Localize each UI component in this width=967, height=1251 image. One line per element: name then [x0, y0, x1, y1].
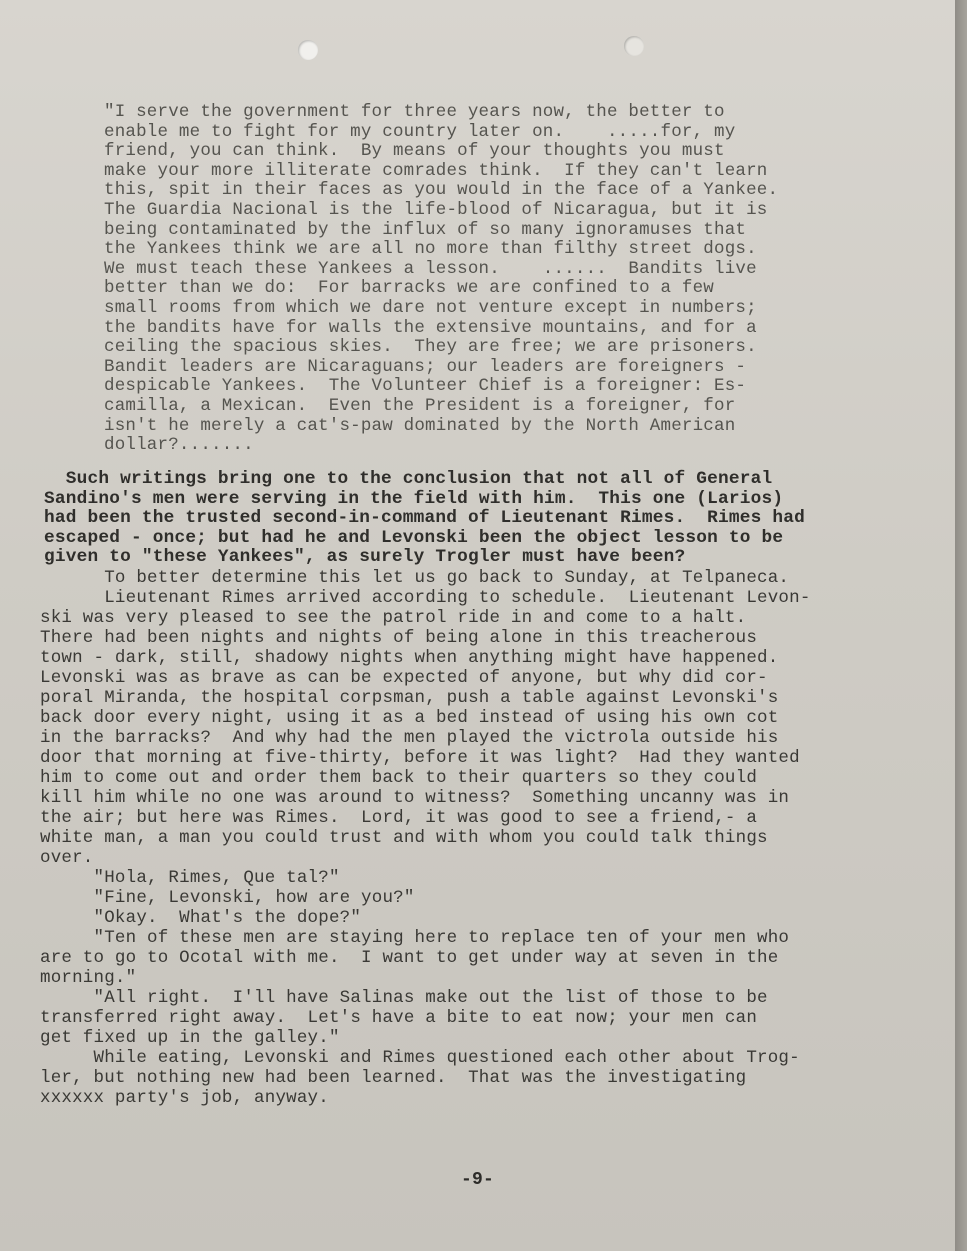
- paragraph-conclusion: Such writings bring one to the conclusion that not all of General Sandino's men were serving in the field with him. This one (Larios) had been the trusted second-in-command of Lieutenant Rimes. Rimes had escaped - once; but had he and Levonski been the object lesson to be given to "these Yankees", as surely Trogler must have been?: [44, 469, 805, 567]
- paragraph-narrative: To better determine this let us go back to Sunday, at Telpaneca. Lieutenant Rimes arrived according to schedule. Lieutenant Levon- ski was very pleased to see the patrol ride in and come to a halt. There had been nights and nights of being alone in this treacherous town - dark, still, shadowy nights when anything might have happened. Levonski was as brave as can be expected of anyone, but why did cor- poral Miranda, the hospital corpsman, push a table against Levonski's back door every night, using it as a bed instead of using his own cot in the barracks? And why had the men played the victrola outside his door that morning at five-thirty, before it was light? Had they wanted him to come out and order them back to their quarters so they could kill him while no one was around to witness? Something uncanny was in the air; but here was Rimes. Lord, it was good to see a friend,- a white man, a man you could trust and with whom you could talk things over. "Hola, Rimes, Que tal?" "Fine, Levonski, how are you?" "Okay. What's the dope?" "Ten of these men are staying here to replace ten of your men who are to go to Ocotal with me. I want to get under way at seven in the morning." "All right. I'll have Salinas make out the list of those to be transferred right away. Let's have a bite to eat now; your men can get fixed up in the galley." While eating, Levonski and Rimes questioned each other about Trog- ler, but nothing new had been learned. That was the investigating xxxxxx party's job, anyway.: [40, 568, 811, 1108]
- page-edge-shadow: [955, 0, 967, 1251]
- page-number: -9-: [460, 1170, 494, 1190]
- punch-hole-right: [624, 36, 644, 56]
- quoted-letter: "I serve the government for three years now, the better to enable me to fight for my country later on. .....for, my friend, you can think. By means of your thoughts you must make your more illiterate comrades think. If they can't learn this, spit in their faces as you would in the face of a Yankee. The Guardia Nacional is the life-blood of Nicaragua, but it is being contaminated by the influx of so many ignoramuses that the Yankees think we are all no more than filthy street dogs. We must teach these Yankees a lesson. ...... Bandits live better than we do: For barracks we are confined to a few small rooms from which we dare not venture except in numbers; the bandits have for walls the extensive mountains, and for a ceiling the spacious skies. They are free; we are prisoners. Bandit leaders are Nicaraguans; our leaders are foreigners - despicable Yankees. The Volunteer Chief is a foreigner: Es- camilla, a Mexican. Even the President is a foreigner, for isn't he merely a cat's-paw dominated by the North American dollar?.......: [104, 102, 779, 456]
- punch-hole-left: [298, 40, 318, 60]
